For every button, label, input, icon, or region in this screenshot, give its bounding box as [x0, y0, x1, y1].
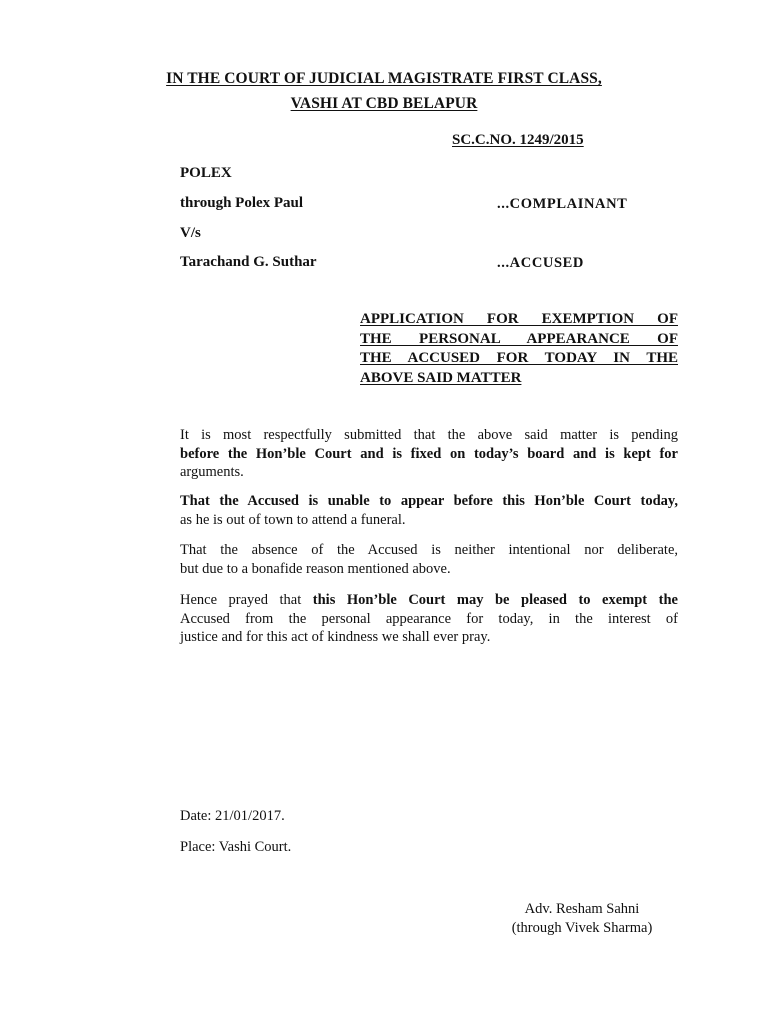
- application-title-line-2: THE PERSONAL APPEARANCE OF: [360, 330, 678, 347]
- complainant-role: ...COMPLAINANT: [497, 196, 628, 212]
- document-place: Place: Vashi Court.: [180, 839, 292, 855]
- paragraph-line: Accused from the personal appearance for today, in the interest of: [180, 610, 678, 627]
- paragraph-line: It is most respectfully submitted that the above said matter is pending: [180, 427, 678, 443]
- court-heading-line-1: IN THE COURT OF JUDICIAL MAGISTRATE FIRST CLASS,: [166, 70, 602, 87]
- paragraph-line: justice and for this act of kindness we shall ever pray.: [180, 629, 491, 645]
- signature-block: [482, 900, 682, 937]
- paragraph-line: as he is out of town to attend a funeral.: [180, 511, 406, 528]
- application-title-line-1: APPLICATION FOR EXEMPTION OF: [360, 311, 678, 327]
- paragraph-prayer: [180, 591, 678, 647]
- complainant-name: POLEX: [180, 165, 232, 181]
- advocate-through: (through Vivek Sharma): [511, 919, 653, 936]
- advocate-name: Adv. Resham Sahni: [524, 901, 640, 917]
- accused-name: Tarachand G. Suthar: [180, 254, 317, 270]
- paragraph-unable-to-appear: [180, 492, 678, 529]
- paragraph-absence-reason: [180, 541, 678, 578]
- document-date: Date: 21/01/2017.: [180, 808, 285, 824]
- case-number: SC.C.NO. 1249/2015: [452, 132, 584, 148]
- paragraph-line: Hence prayed that this Hon’ble Court may be pleased to exempt the: [180, 592, 678, 608]
- application-title-line-4: ABOVE SAID MATTER: [360, 369, 522, 386]
- paragraph-line: before the Hon’ble Court and is fixed on today’s board and is kept for: [180, 445, 678, 462]
- versus-label: V/s: [180, 225, 201, 241]
- application-title: [360, 310, 678, 388]
- paragraph-line: That the Accused is unable to appear before this Hon’ble Court today,: [180, 493, 678, 509]
- accused-role: ...ACCUSED: [497, 255, 584, 271]
- paragraph-submission: [180, 426, 678, 482]
- paragraph-line: arguments.: [180, 464, 244, 480]
- paragraph-line: but due to a bonafide reason mentioned above.: [180, 560, 451, 577]
- paragraph-line: That the absence of the Accused is neither intentional nor deliberate,: [180, 542, 678, 558]
- application-title-line-3: THE ACCUSED FOR TODAY IN THE: [360, 350, 678, 366]
- complainant-through: through Polex Paul: [180, 195, 304, 211]
- court-heading-line-2: VASHI AT CBD BELAPUR: [290, 95, 478, 112]
